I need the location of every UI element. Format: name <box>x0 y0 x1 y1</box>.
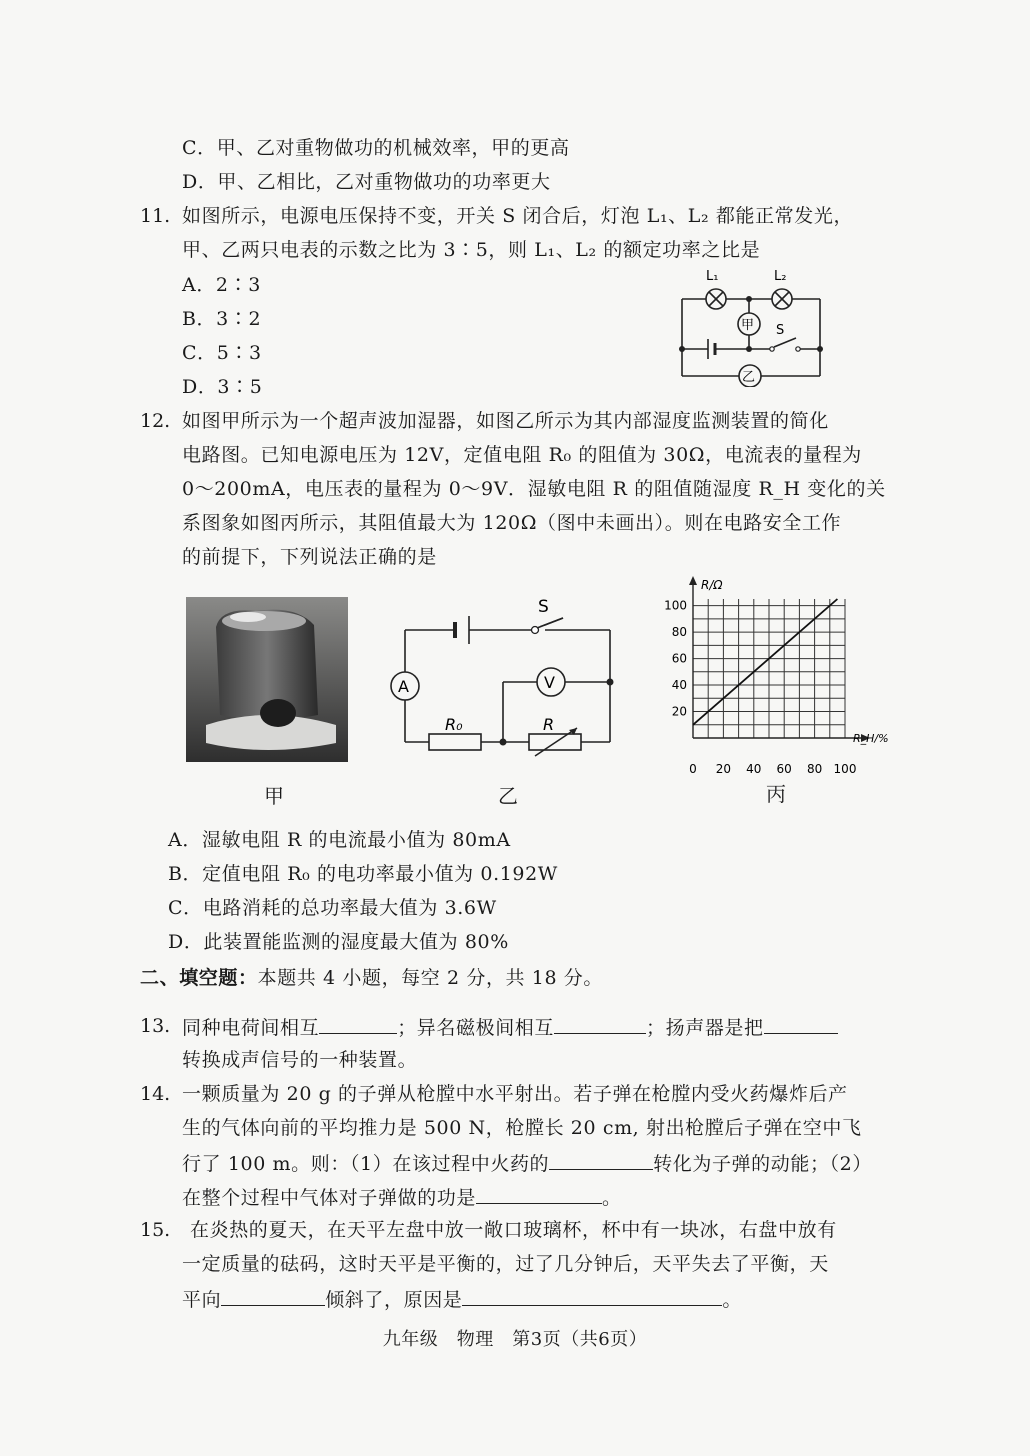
resistor-r-label: R <box>543 715 555 734</box>
q14-line4-part1: 在整个过程中气体对子弹做的功是 <box>182 1187 477 1209</box>
q11-number: 11. <box>140 205 171 227</box>
q14-text-line2: 生的气体向前的平均推力是 500 N，枪膛长 20 cm, 射出枪膛后子弹在空中飞 <box>182 1117 862 1139</box>
q12-option-a: A．湿敏电阻 R 的电流最小值为 80mA <box>168 829 511 851</box>
q14-blank-2[interactable] <box>476 1184 602 1204</box>
q15-text-line2: 一定质量的砝码，这时天平是平衡的，过了几分钟后，天平失去了平衡，天 <box>182 1253 829 1275</box>
q12-option-c: C．电路消耗的总功率最大值为 3.6W <box>168 897 497 919</box>
q11-text-line1: 如图所示，电源电压保持不变，开关 S 闭合后，灯泡 L₁、L₂ 都能正常发光， <box>182 205 854 227</box>
lamp-l1-label: L₁ <box>706 269 719 284</box>
meter-jia-label: 甲 <box>741 318 755 333</box>
chart-y-tick-label: 80 <box>671 625 687 640</box>
q11-option-d: D．3∶5 <box>182 376 263 398</box>
resistor-r0-label: R₀ <box>445 715 463 734</box>
q15-text-line3 <box>182 1286 742 1312</box>
chart-x-tick-label: 0 <box>689 762 697 776</box>
chart-y-axis-label: R/Ω <box>701 578 723 592</box>
q15-line3-part2: 倾斜了，原因是 <box>325 1289 463 1311</box>
chart-x-tick-label: 20 <box>715 762 732 776</box>
q15-number: 15. <box>140 1219 171 1241</box>
section-2-heading <box>140 966 603 990</box>
section-2-description: 本题共 4 小题，每空 2 分，共 18 分。 <box>257 967 604 989</box>
chart-y-axis-arrow <box>689 576 697 585</box>
q13-text-line2: 转换成声信号的一种装置。 <box>182 1049 418 1071</box>
q14-line3-part1: 行了 100 m。则：（1）在该过程中火药的 <box>182 1153 550 1175</box>
q14-text-line3 <box>182 1150 872 1176</box>
chart-y-tick-label: 20 <box>671 704 687 719</box>
chart-series <box>693 599 837 725</box>
q12-option-d: D．此装置能监测的湿度最大值为 80% <box>168 931 509 953</box>
meter-yi-label: 乙 <box>742 370 756 385</box>
q15-text-line1: 在炎热的夏天，在天平左盘中放一敞口玻璃杯，杯中有一块冰，右盘中放有 <box>190 1219 837 1241</box>
q12-text-line5: 的前提下，下列说法正确的是 <box>182 546 437 568</box>
chart-x-tick-label: 80 <box>806 762 823 776</box>
q12-number: 12. <box>140 410 171 432</box>
figure-jia-caption: 甲 <box>264 784 284 808</box>
ammeter-label: A <box>398 677 409 696</box>
q13-blank-3[interactable] <box>764 1014 838 1034</box>
q15-line3-part3: 。 <box>722 1289 743 1311</box>
q14-line4-part2: 。 <box>602 1187 622 1209</box>
q14-text-line1: 一颗质量为 20 g 的子弹从枪膛中水平射出。若子弹在枪膛内受火药爆炸后产 <box>182 1083 848 1105</box>
q12-circuit-diagram <box>385 592 625 762</box>
switch-s-label: S <box>776 323 785 338</box>
q11-option-a: A．2∶3 <box>182 274 261 296</box>
chart-y-tick-label: 40 <box>671 678 687 693</box>
q13-blank-1[interactable] <box>319 1014 397 1034</box>
q11-option-c: C．5∶3 <box>182 342 262 364</box>
section-2-title: 二、填空题： <box>140 967 258 989</box>
chart-x-axis-label: R_H/% <box>853 732 889 745</box>
q12-option-b: B．定值电阻 R₀ 的电功率最小值为 0.192W <box>168 863 558 885</box>
q14-line3-part2: 转化为子弹的动能；（2） <box>653 1153 872 1175</box>
q12-text-line2: 电路图。已知电源电压为 12V，定值电阻 R₀ 的阻值为 30Ω，电流表的量程为 <box>182 444 862 466</box>
switch-s-label: S <box>538 597 549 617</box>
humidity-resistance-chart <box>655 573 900 778</box>
q13-part2: ；异名磁极间相互 <box>397 1017 555 1039</box>
q13-part3: ；扬声器是把 <box>646 1017 764 1039</box>
q12-text-line3: 0～200mA，电压表的量程为 0～9V．湿敏电阻 R 的阻值随湿度 R_H 变化的关 <box>182 478 886 500</box>
chart-y-tick-label: 100 <box>664 598 687 613</box>
q14-number: 14. <box>140 1083 171 1105</box>
q13-number: 13. <box>140 1015 171 1037</box>
q12-text-line1: 如图甲所示为一个超声波加湿器，如图乙所示为其内部湿度监测装置的简化 <box>182 410 829 432</box>
q13-blank-2[interactable] <box>554 1014 646 1034</box>
chart-x-tick-label: 60 <box>776 762 792 776</box>
chart-series-line <box>693 599 837 725</box>
q13-part1: 同种电荷间相互 <box>182 1017 320 1039</box>
q15-blank-2[interactable] <box>462 1286 722 1306</box>
figure-yi-caption: 乙 <box>498 784 518 808</box>
voltmeter-label: V <box>544 673 555 692</box>
lamp-l2-label: L₂ <box>774 269 787 284</box>
q14-text-line4 <box>182 1184 622 1210</box>
q15-blank-1[interactable] <box>221 1286 325 1306</box>
q11-option-b: B．3∶2 <box>182 308 262 330</box>
chart-grid <box>693 599 845 738</box>
chart-y-tick-label: 60 <box>671 651 687 666</box>
q15-line3-part1: 平向 <box>182 1289 222 1311</box>
page-footer: 九年级 物理 第3页（共6页） <box>382 1329 648 1350</box>
figure-bing-caption: 丙 <box>766 782 786 806</box>
q12-text-line4: 系图象如图丙所示，其阻值最大为 120Ω（图中未画出）。则在电路安全工作 <box>182 512 842 534</box>
q11-text-line2: 甲、乙两只电表的示数之比为 3∶5，则 L₁、L₂ 的额定功率之比是 <box>182 239 761 261</box>
q10-option-c: C．甲、乙对重物做功的机械效率，甲的更高 <box>182 137 570 159</box>
humidifier-photo <box>186 597 348 762</box>
q14-blank-1[interactable] <box>549 1150 653 1170</box>
chart-x-tick-label: 100 <box>833 762 857 776</box>
chart-x-tick-label: 40 <box>746 762 762 776</box>
q11-circuit-diagram <box>670 262 840 387</box>
q10-option-d: D．甲、乙相比，乙对重物做功的功率更大 <box>182 171 551 193</box>
q13-text-line1 <box>182 1014 838 1040</box>
